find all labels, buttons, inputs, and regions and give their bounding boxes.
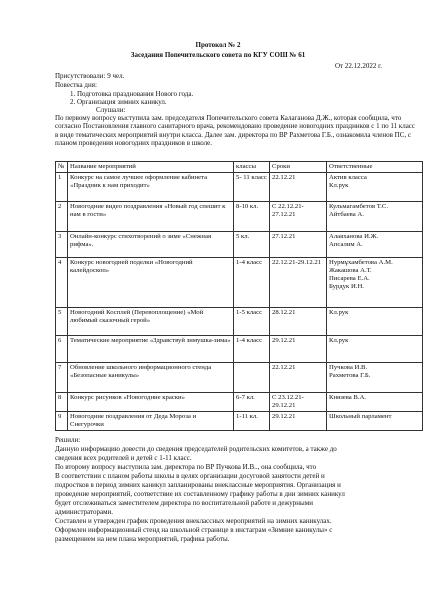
decision-line: размещением на нем плана мероприятий, графика работы. bbox=[55, 535, 230, 543]
decision-line: Оформлен информационный стенд на школьной странице в инстаграм «Зимние каникулы» с bbox=[55, 526, 333, 534]
agenda-item: 2. Организация зимних каникул. bbox=[70, 98, 167, 106]
cell-responsible: Актив класса Кл.рук bbox=[327, 173, 423, 202]
cell-responsible: Пучкова И.В. Рахметова Г.Б. bbox=[327, 363, 423, 393]
cell-dates: С 22.12.21-27.12.21 bbox=[270, 202, 327, 232]
cell-event-name: Новогодний Косплей (Перевоплощение) «Мой любимый сказочный герой» bbox=[68, 308, 234, 336]
agenda-title: Повестка дня: bbox=[55, 81, 97, 89]
cell-classes: 5- 11 класс bbox=[234, 173, 270, 202]
cell-responsible: Князева В.А. bbox=[327, 393, 423, 412]
cell-classes: 1-4 класс bbox=[234, 258, 270, 308]
header-responsible: Ответственные bbox=[327, 162, 423, 173]
document-subtitle: Заседания Попечительского совета по КГУ СОШ № 61 bbox=[130, 51, 306, 59]
header-dates: Сроки bbox=[270, 162, 327, 173]
cell-dates: 27.12.21 bbox=[270, 232, 327, 258]
table-row bbox=[56, 363, 423, 393]
cell-dates: 22.12.21-29.12.21 bbox=[270, 258, 327, 308]
table-row bbox=[56, 173, 423, 202]
cell-responsible: Алаяханова И.Ж. Апсалим А. bbox=[327, 232, 423, 258]
cell-dates: 28.12.21 bbox=[270, 308, 327, 336]
decision-line: Данную информацию довести до сведения председателей родительских комитетов, а также до bbox=[55, 445, 337, 453]
cell-event-name: Конкурс на самое лучшее оформление кабинета «Праздник к нам приходит» bbox=[68, 173, 234, 202]
cell-number: 1 bbox=[56, 173, 68, 202]
decision-line: По второму вопросу выступила зам. директора по ВР Пучкова И.В.., она сообщила, что bbox=[55, 463, 317, 471]
decision-line: сведения всех родителей и детей с 1-11 класс. bbox=[55, 454, 192, 462]
decision-line: проведение мероприятий, соответствие их составленному графику работы в дни зимних каникул bbox=[55, 490, 345, 498]
table-header-row bbox=[56, 162, 423, 173]
cell-responsible: Кл.рук bbox=[327, 308, 423, 336]
cell-responsible: Кульмагамбетов Т.С. Айтбаева А. bbox=[327, 202, 423, 232]
decision-title: Решили: bbox=[55, 436, 81, 444]
cell-classes: 1-11 кл. bbox=[234, 412, 270, 431]
cell-dates: 22.12.21 bbox=[270, 363, 327, 393]
table-row bbox=[56, 258, 423, 308]
header-event-name: Название мероприятий bbox=[68, 162, 234, 173]
cell-event-name: Новогодние видео поздравления «Новый год спешит к нам в гости» bbox=[68, 202, 234, 232]
cell-classes: 1-4 класс bbox=[234, 336, 270, 363]
decision-line: будет отслеживаться заместителем директора по воспитательной работе и дежурными bbox=[55, 499, 313, 507]
intro-paragraph: По первому вопросу выступила зам. председателя Попечительского совета Калаганова Д.Ж., которая сообщила, что согласно Постановления главного санитарного врача, рекомендовано проведение новогодних праздников с 1 по 11 класс в виде тематических мероприятий внутри класса. Далее зам. директора по ВР Рахметова Г.Б., ознакомила членов ПС, с планом проведения новогодних праздников в школе. bbox=[55, 114, 416, 148]
cell-classes bbox=[234, 363, 270, 393]
document-title: Протокол № 2 bbox=[195, 41, 241, 49]
decision-line: администраторами. bbox=[55, 508, 114, 516]
cell-event-name: Онлайн-конкурс стихотворений о зиме «Снежная рифма». bbox=[68, 232, 234, 258]
table-row bbox=[56, 393, 423, 412]
cell-event-name: Обновление школьного информационного стенда «Безопасные каникулы» bbox=[68, 363, 234, 393]
cell-number: 3 bbox=[56, 232, 68, 258]
cell-number: 2 bbox=[56, 202, 68, 232]
table-row bbox=[56, 412, 423, 431]
agenda-item: 1. Подготовка празднования Нового года. bbox=[70, 90, 194, 98]
cell-number: 6 bbox=[56, 336, 68, 363]
decision-line: В соответствии с планом работы школы в целях организации досуговой занятости детей и bbox=[55, 472, 325, 480]
cell-event-name: Конкурс рисунков «Новогодние краски» bbox=[68, 393, 234, 412]
cell-number: 7 bbox=[56, 363, 68, 393]
cell-dates: С 23.12.21-29.12.21 bbox=[270, 393, 327, 412]
cell-number: 8 bbox=[56, 393, 68, 412]
cell-responsible: Школьный парламент bbox=[327, 412, 423, 431]
table-row bbox=[56, 232, 423, 258]
cell-number: 9 bbox=[56, 412, 68, 431]
cell-dates: 29.12.21 bbox=[270, 336, 327, 363]
cell-responsible: Кл.рук bbox=[327, 336, 423, 363]
table-row bbox=[56, 202, 423, 232]
table-row bbox=[56, 336, 423, 363]
document-date: От 22.12.2022 г. bbox=[335, 62, 382, 70]
header-classes: классы bbox=[234, 162, 270, 173]
decision-line: подростков в период зимних каникул запланированы внеклассные мероприятия. Организация и bbox=[55, 481, 341, 489]
cell-number: 5 bbox=[56, 308, 68, 336]
cell-event-name: Новогодние поздравления от Деда Мороза и Снегурочки bbox=[68, 412, 234, 431]
cell-responsible: Нурмұхамбетова А.М. Жакашова А.Т. Писарева Е.А. Бурдук И.Н. bbox=[327, 258, 423, 308]
heard-label: Слушали: bbox=[96, 106, 126, 114]
cell-classes: 1-5 класс bbox=[234, 308, 270, 336]
present-count: Присутствовали: 9 чел. bbox=[55, 72, 125, 80]
cell-classes: 8-10 кл. bbox=[234, 202, 270, 232]
cell-classes: 5 кл. bbox=[234, 232, 270, 258]
cell-dates: 29.12.21 bbox=[270, 412, 327, 431]
cell-number: 4 bbox=[56, 258, 68, 308]
cell-classes: 6-7 кл. bbox=[234, 393, 270, 412]
cell-event-name: Тематические мероприятие «Здравствуй зимушка-зима» bbox=[68, 336, 234, 363]
cell-event-name: Конкурс новогодней поделки «Новогодний калейдоскоп» bbox=[68, 258, 234, 308]
table-row bbox=[56, 308, 423, 336]
cell-dates: 22.12.21 bbox=[270, 173, 327, 202]
events-table bbox=[55, 161, 423, 431]
decision-line: Составлен и утвержден график проведения внеклассных мероприятий на зимних каникулах. bbox=[55, 517, 332, 525]
header-number: № bbox=[56, 162, 68, 173]
